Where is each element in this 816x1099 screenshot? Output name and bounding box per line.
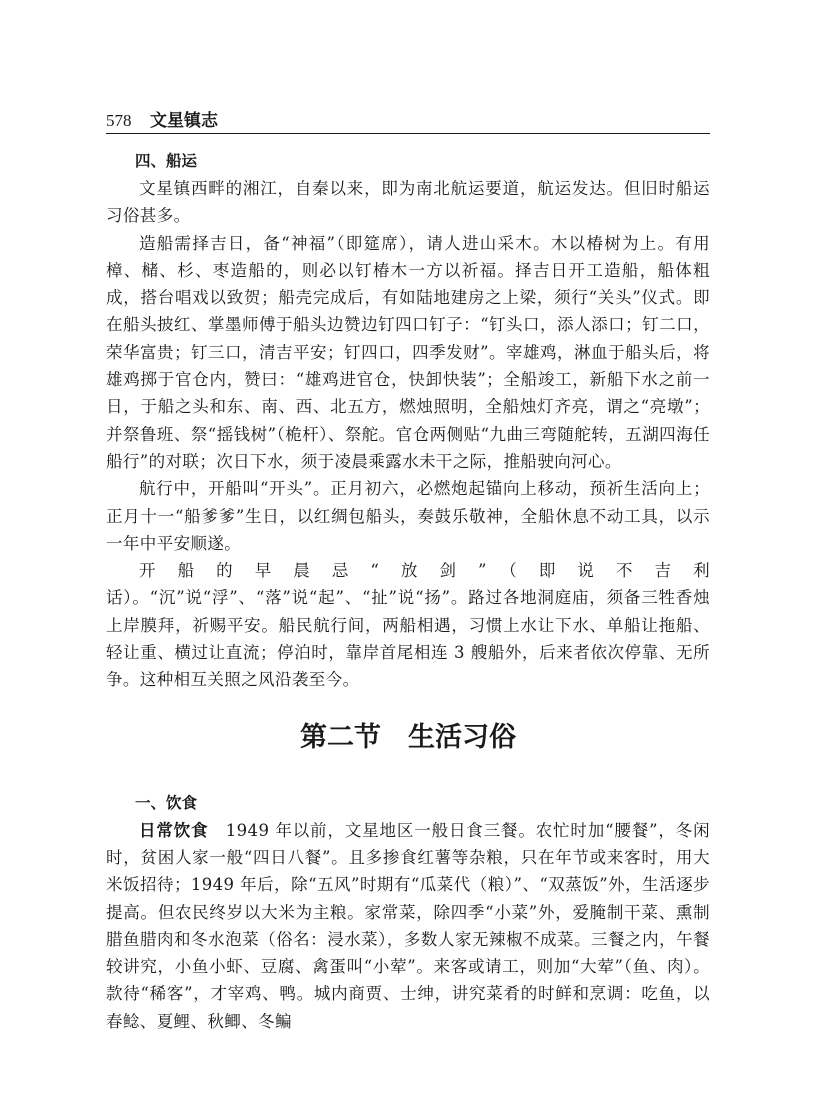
paragraph: 造船需择吉日，备“神福”（即筵席），请人进山采木。木以椿树为上。有用樟、槠、杉、枣造船的，则必以钉椿木一方以祈福。择吉日开工造船，船体粗成，搭台唱戏以致贺；船壳完成后，有如陆地建房之上梁，须行“关头”仪式。即在船头披红、掌墨师傅于船头边赞边钉四口钉子：“钉头口，添人添口；钉二口，荣华富贵；钉三口，清吉平安；钉四口，四季发财”。宰雄鸡，淋血于船头后，将雄鸡掷于官仓内，赞曰：“雄鸡进官仓，快卸快装”；全船竣工，新船下水之前一日，于船之头和东、南、西、北五方，燃烛照明，全船烛灯齐亮，谓之“亮墩”；并祭鲁班、祭“摇钱树”（桅杆）、祭舵。官仓两侧贴“九曲三弯随舵转，五湖四海任船行”的对联；次日下水，须于凌晨乘露水未干之际，推船驶向河心。 xyxy=(106,233,710,471)
section-heading-food: 一、饮食 xyxy=(135,793,198,812)
paragraph-daily-diet xyxy=(106,817,710,1035)
page-number: 578 xyxy=(106,111,132,130)
section-heading-shipping: 四、船运 xyxy=(135,152,198,170)
paragraph: 文星镇西畔的湘江，自秦以来，即为南北航运要道，航运发达。但旧时船运习俗甚多。 xyxy=(106,179,710,226)
chapter-section-title: 第二节 生活习俗 xyxy=(300,721,516,753)
book-title: 文星镇志 xyxy=(150,111,218,131)
paragraph-text: 1949 年以前，文星地区一般日食三餐。农忙时加“腰餐”，冬闲时，贫困人家一般“四日八餐”。且多掺食红薯等杂粮，只在年节或来客时，用大米饭招待；1949 年后，除“五风”时期有“瓜菜代（粮）”、“双蒸饭”外，生活逐步提高。但农民终岁以大米为主粮。家常菜，除四季“小菜”外，爱腌制干菜、熏制腊鱼腊肉和冬水泡菜（俗名：浸水菜），多数人家无辣椒不成菜。三餐之内，午餐较讲究，小鱼小虾、豆腐、禽蛋叫“小荤”。来客或请工，则加“大荤”（鱼、肉）。款待“稀客”，才宰鸡、鸭。城内商贾、士绅，讲究菜肴的时鲜和烹调：吃鱼，以春鲶、夏鲤、秋鲫、冬鳊 xyxy=(106,820,710,1031)
body-text xyxy=(106,148,710,1035)
paragraph: 开船的早晨忌“放剑”（即说不吉利话）。“沉”说“浮”、“落”说“起”、“扯”说“扬”。路过各地洞庭庙，须备三牲香烛上岸膜拜，祈赐平安。船民航行间，两船相遇，习惯上水让下水、单船让拖船、轻让重、横过让直流；停泊时，靠岸首尾相连 3 艘船外，后来者依次停靠、无所争。这种相互关照之风沿袭至今。 xyxy=(106,561,710,690)
paragraph-lead-term: 日常饮食 xyxy=(139,820,209,840)
running-header xyxy=(106,111,710,134)
paragraph: 航行中，开船叫“开头”。正月初六，必燃炮起锚向上移动，预祈生活向上；正月十一“船爹爹”生日，以红绸包船头，奏鼓乐敬神，全船休息不动工具，以示一年中平安顺遂。 xyxy=(106,479,710,553)
